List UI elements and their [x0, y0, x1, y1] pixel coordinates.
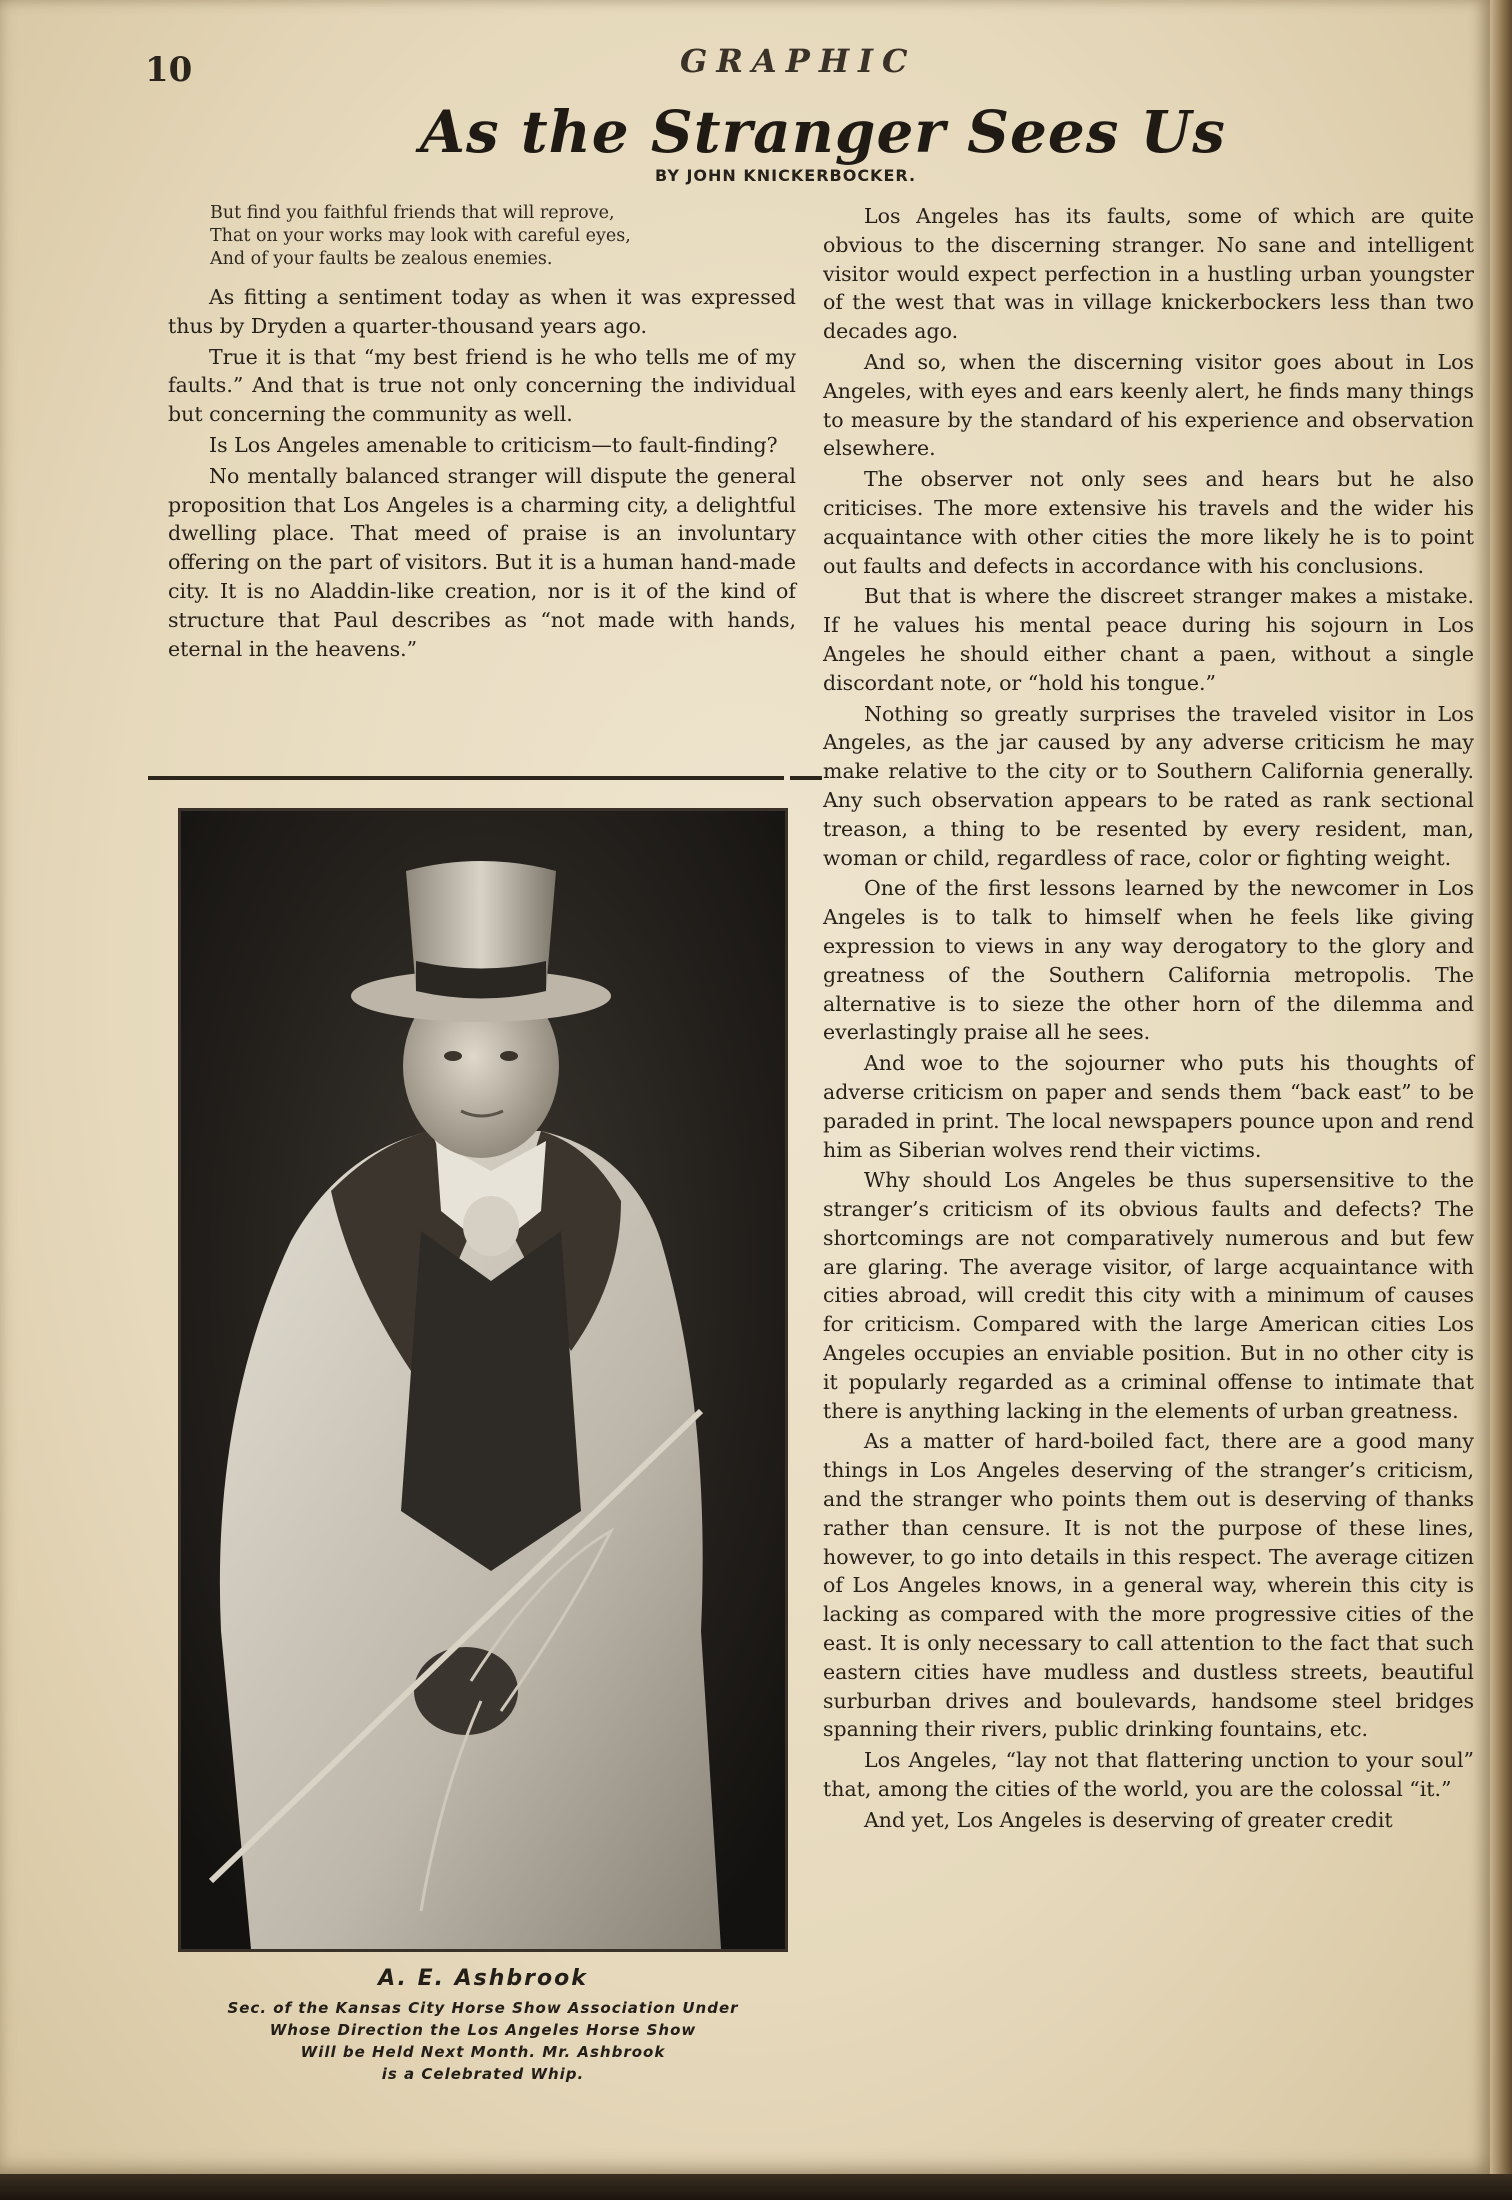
paragraph: Why should Los Angeles be thus supersensitive to the stranger’s criticism of its obvious faults and defects? The shortcomings are not comparatively numerous and but few are glaring. The average visitor, of large acquaintance with cities abroad, will credit this city with a minimum of causes for criticism. Compared with the large American cities Los Angeles occupies an enviable position. But in no other city is it popularly regarded as a criminal offense to intimate that there is anything lacking in the elements of urban greatness. [823, 1168, 1474, 1423]
paragraph: Nothing so greatly surprises the traveled visitor in Los Angeles, as the jar caused by any adverse criticism he may make relative to the city or to Southern California generally. Any such observation appears to be rated as rank sectional treason, a thing to be resented by every resident, man, woman or child, regardless of race, color or fighting weight. [823, 701, 1474, 870]
epigraph-line: And of your faults be zealous enemies. [210, 249, 553, 269]
paragraph: As a matter of hard-boiled fact, there are a good many things in Los Angeles deserving of the stranger’s criticism, and the stranger who points them out is deserving of thanks rather than censure. It is not the purpose of these lines, however, to go into details in this respect. The average citizen of Los Angeles knows, in a general way, wherein this city is lacking as compared with the more progressive cities of the east. It is only necessary to call attention to the fact that such eastern cities have mudless and dustless streets, beautiful surburban drives and boulevards, handsome steel bridges spanning their rivers, public drinking fountains, etc. [823, 1429, 1474, 1742]
right-eye [500, 1051, 518, 1061]
caption-line: Sec. of the Kansas City Horse Show Association Under [227, 1999, 739, 2017]
portrait-illustration [181, 811, 785, 1949]
paragraph: One of the first lessons learned by the newcomer in Los Angeles is to talk to himself when he feels like giving expression to views in any way derogatory to the glory and greatness of the Southern California metropolis. The alternative is to sieze the other horn of the dilemma and everlastingly praise all he sees. [823, 876, 1474, 1045]
paragraph: No mentally balanced stranger will dispute the general proposition that Los Angeles is a charming city, a delightful dwelling place. That meed of praise is an involuntary offering on the part of visitors. But it is a human hand-made city. It is no Aladdin-like creation, nor is it of the kind of structure that Paul describes as “not made with hands, eternal in the heavens.” [168, 463, 796, 661]
caption-name: A. E. Ashbrook [378, 1966, 588, 1991]
paragraph: And yet, Los Angeles is deserving of greater credit [864, 1807, 1393, 1832]
column-divider-rule-tail [790, 776, 822, 780]
epigraph-line: That on your works may look with careful eyes, [210, 226, 631, 246]
caption-line: Will be Held Next Month. Mr. Ashbrook [300, 2043, 666, 2061]
paragraph: Los Angeles has its faults, some of which are quite obvious to the discerning stranger. No sane and intelligent visitor would expect perfection in a hustling urban youngster of the west that was in village knickerbockers less than two decades ago. [823, 204, 1474, 344]
paragraph: Is Los Angeles amenable to criticism—to fault-finding? [209, 432, 778, 457]
gloved-hand [414, 1647, 518, 1735]
paragraph: As fitting a sentiment today as when it was expressed thus by Dryden a quarter-thousand years ago. [168, 285, 796, 338]
left-eye [444, 1051, 462, 1061]
binding-gutter [1490, 0, 1512, 2200]
vest-shape [401, 1231, 581, 1571]
page-bottom-edge [0, 2174, 1512, 2200]
caption-line: is a Celebrated Whip. [381, 2065, 585, 2083]
article-title: As the Stranger Sees Us [420, 98, 1226, 166]
epigraph-line: But find you faithful friends that will reprove, [210, 203, 615, 223]
left-column [168, 202, 796, 665]
caption-description [148, 1997, 818, 2085]
portrait-photo [178, 808, 788, 1952]
column-divider-rule [148, 776, 784, 780]
paragraph: But that is where the discreet stranger makes a mistake. If he values his mental peace during his sojourn in Los Angeles he should either chant a paen, without a single discordant note, or “hold his tongue.” [823, 584, 1474, 695]
paragraph: Los Angeles, “lay not that flattering unction to your soul” that, among the cities of the world, you are the colossal “it.” [823, 1748, 1474, 1802]
running-head: GRAPHIC [680, 42, 917, 80]
epigraph [210, 202, 796, 271]
paragraph: And so, when the discerning visitor goes about in Los Angeles, with eyes and ears keenly alert, he finds many things to measure by the standard of his experience and observation elsewhere. [823, 349, 1474, 461]
page-number: 10 [145, 50, 193, 90]
caption-line: Whose Direction the Los Angeles Horse Show [269, 2021, 697, 2039]
paragraph: And woe to the sojourner who puts his thoughts of adverse criticism on paper and sends them “back east” to be paraded in print. The local newspapers pounce upon and rend him as Siberian wolves rend their victims. [823, 1051, 1474, 1162]
article-byline: BY JOHN KNICKERBOCKER. [655, 166, 917, 185]
paragraph: True it is that “my best friend is he who tells me of my faults.” And that is true not only concerning the individual but concerning the community as well. [168, 344, 796, 427]
cravat [463, 1196, 519, 1256]
paragraph: The observer not only sees and hears but he also criticises. The more extensive his travels and the wider his acquaintance with other cities the more likely he is to point out faults and defects in accordance with his conclusions. [823, 467, 1474, 578]
photo-caption [148, 1966, 818, 2085]
right-column [823, 202, 1474, 1837]
